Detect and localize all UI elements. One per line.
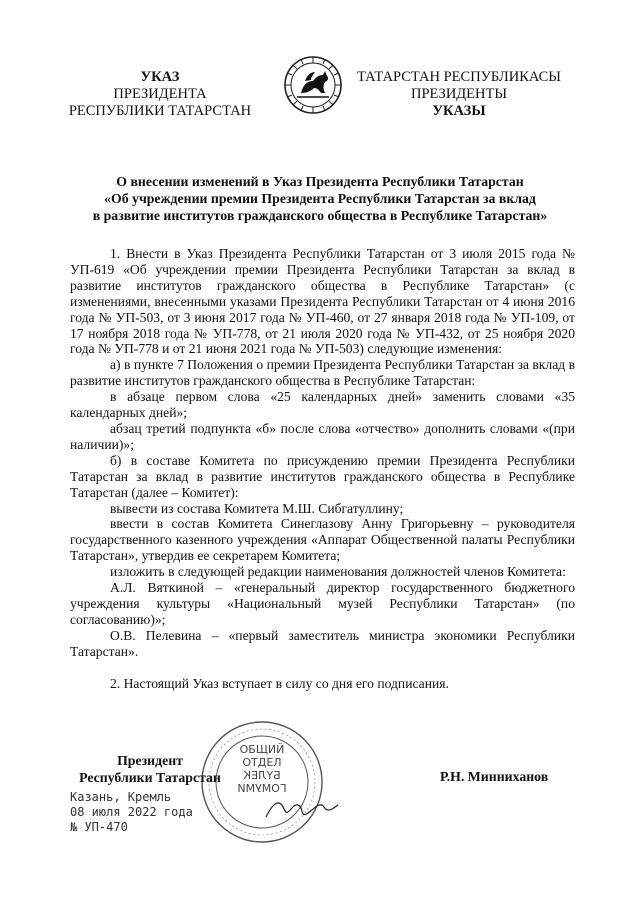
paragraph: 2. Настоящий Указ вступает в силу со дня его подписания.	[110, 675, 449, 691]
header-left-line: РЕСПУБЛИКИ ТАТАРСТАН	[68, 103, 252, 119]
paragraph: 1. Внести в Указ Президента Республики Татарстан от 3 июля 2015 года № УП-619 «Об учреждении премии Президента Республики Татарстан за вклад в развитие институтов гражданского общества в Республике Татарстан» (с изменениями, внесенными указами Президента Республики Татарстан от 4 июня 2016 года № УП-503, от 3 июня 2017 года № УП-460, от 27 января 2018 года № УП-109, от 17 ноября 2018 года № УП-778, от 21 июля 2020 года № УП-432, от 25 ноября 2020 года № УП-778 и от 21 июня 2021 года № УП-503) следующие изменения:	[70, 246, 575, 357]
header-right	[354, 69, 564, 120]
header-left	[55, 69, 265, 120]
title-line: «Об учреждении премии Президента Республики Татарстан за вклад	[104, 191, 536, 206]
paragraph: а) в пункте 7 Положения о премии Президента Республики Татарстан за вклад в развитие институтов гражданского общества в Республике Татарстан:	[70, 357, 575, 389]
stamp-line: БҮЛЕК	[243, 769, 281, 782]
meta-date: 08 июля 2022 года	[70, 805, 193, 819]
paragraph: в абзаце первом слова «25 календарных дней» заменить словами «35 календарных дней»;	[70, 389, 575, 421]
paragraph: О.В. Пелевина – «первый заместитель министра экономики Республики Татарстан».	[70, 627, 575, 659]
signatory-line: Президент	[117, 753, 183, 768]
stamp-line: ГОМУМИ	[237, 782, 287, 795]
document-title	[60, 173, 580, 224]
header-right-line: ТАТАРСТАН РЕСПУБЛИКАСЫ	[357, 69, 561, 85]
paragraph: изложить в следующей редакции наименования должностей членов Комитета:	[110, 564, 566, 580]
header-left-line: УКАЗ	[140, 69, 180, 85]
stamp-line: ОБЩИЙ	[239, 743, 285, 756]
title-line: О внесении изменений в Указ Президента Республики Татарстан	[116, 174, 524, 189]
signatory-name: Р.Н. Минниханов	[440, 769, 549, 784]
header-right-line: ПРЕЗИДЕНТЫ	[410, 86, 508, 102]
signatory-position	[70, 752, 230, 786]
paragraph: А.Л. Вяткиной – «генеральный директор государственного бюджетного учреждения культуры «Национальный музей Республики Татарстан» (по согласованию)»;	[70, 580, 575, 627]
meta-number: № УП-470	[70, 820, 128, 834]
header-right-line: УКАЗЫ	[432, 103, 486, 119]
decree-body	[70, 246, 575, 691]
handwritten-signature-icon	[262, 795, 342, 825]
stamp-text	[232, 743, 292, 795]
meta-place: Казань, Кремль	[70, 790, 172, 804]
header-left-line: ПРЕЗИДЕНТА	[113, 86, 207, 102]
paragraph: б) в составе Комитета по присуждению премии Президента Республики Татарстан за вклад в развитие институтов гражданского общества в Республике Татарстан (далее – Комитет):	[70, 452, 575, 500]
paragraph: абзац третий подпункта «б» после слова «отчество» дополнить словами «(при наличии)»;	[70, 420, 575, 452]
signatory-line: Республики Татарстан	[79, 770, 221, 785]
paragraph: ввести в состав Комитета Синеглазову Анну Григорьевну – руководителя государственного казенного учреждения «Аппарат Общественной палаты Республики Татарстан», утвердив ее секретарем Комитета;	[70, 516, 575, 564]
coat-of-arms-icon	[283, 55, 343, 115]
title-line: в развитие институтов гражданского общества в Республике Татарстан»	[92, 208, 548, 223]
decree-meta	[70, 790, 193, 835]
paragraph: вывести из состава Комитета М.Ш. Сибгатуллину;	[110, 500, 404, 516]
stamp-line: ОТДЕЛ	[242, 756, 282, 769]
